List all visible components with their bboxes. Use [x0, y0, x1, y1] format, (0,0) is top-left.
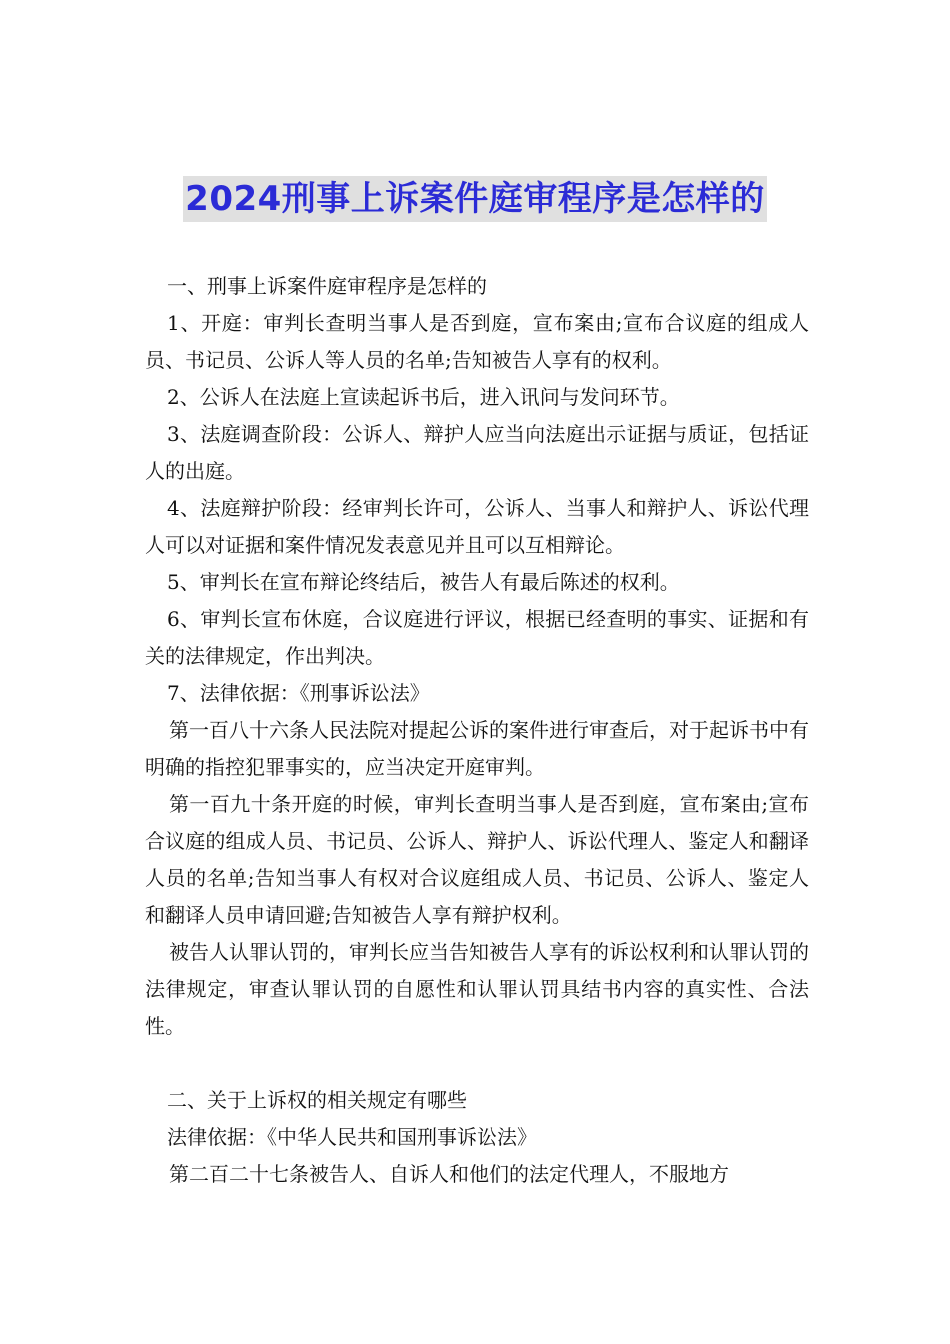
list-item: 4、法庭辩护阶段：经审判长许可，公诉人、当事人和辩护人、诉讼代理人可以对证据和案件情况发表意见并且可以互相辩论。 [145, 496, 809, 557]
section2-heading: 二、关于上诉权的相关规定有哪些 [167, 1088, 467, 1112]
article-paragraph: 第一百九十条开庭的时候，审判长查明当事人是否到庭，宣布案由;宣布合议庭的组成人员、书记员、公诉人、辩护人、诉讼代理人、鉴定人和翻译人员的名单;告知当事人有权对合议庭组成人员、书记员、公诉人、鉴定人和翻译人员申请回避;告知被告人享有辩护权利。 [145, 792, 809, 927]
list-item: 2、公诉人在法庭上宣读起诉书后，进入讯问与发问环节。 [167, 385, 680, 409]
paragraph-gap [145, 1045, 809, 1082]
section1-heading: 一、刑事上诉案件庭审程序是怎样的 [167, 274, 487, 298]
article-paragraph: 第二百二十七条被告人、自诉人和他们的法定代理人，不服地方 [169, 1162, 729, 1186]
list-item: 1、开庭：审判长查明当事人是否到庭，宣布案由;宣布合议庭的组成人员、书记员、公诉人等人员的名单;告知被告人享有的权利。 [145, 311, 809, 372]
list-item: 7、法律依据：《刑事诉讼法》 [167, 681, 430, 705]
document-title: 2024刑事上诉案件庭审程序是怎样的 [183, 176, 767, 222]
article-paragraph: 第一百八十六条人民法院对提起公诉的案件进行审查后，对于起诉书中有明确的指控犯罪事实的，应当决定开庭审判。 [145, 718, 809, 779]
list-item: 6、审判长宣布休庭，合议庭进行评议，根据已经查明的事实、证据和有关的法律规定，作出判决。 [145, 607, 809, 668]
list-item: 3、法庭调查阶段：公诉人、辩护人应当向法庭出示证据与质证，包括证人的出庭。 [145, 422, 809, 483]
list-item: 5、审判长在宣布辩论终结后，被告人有最后陈述的权利。 [167, 570, 680, 594]
article-paragraph: 被告人认罪认罚的，审判长应当告知被告人享有的诉讼权利和认罪认罚的法律规定，审查认罪认罚的自愿性和认罪认罚具结书内容的真实性、合法性。 [145, 940, 809, 1038]
title-container [0, 176, 950, 222]
legal-basis: 法律依据：《中华人民共和国刑事诉讼法》 [167, 1125, 537, 1149]
document-body [145, 268, 809, 1193]
